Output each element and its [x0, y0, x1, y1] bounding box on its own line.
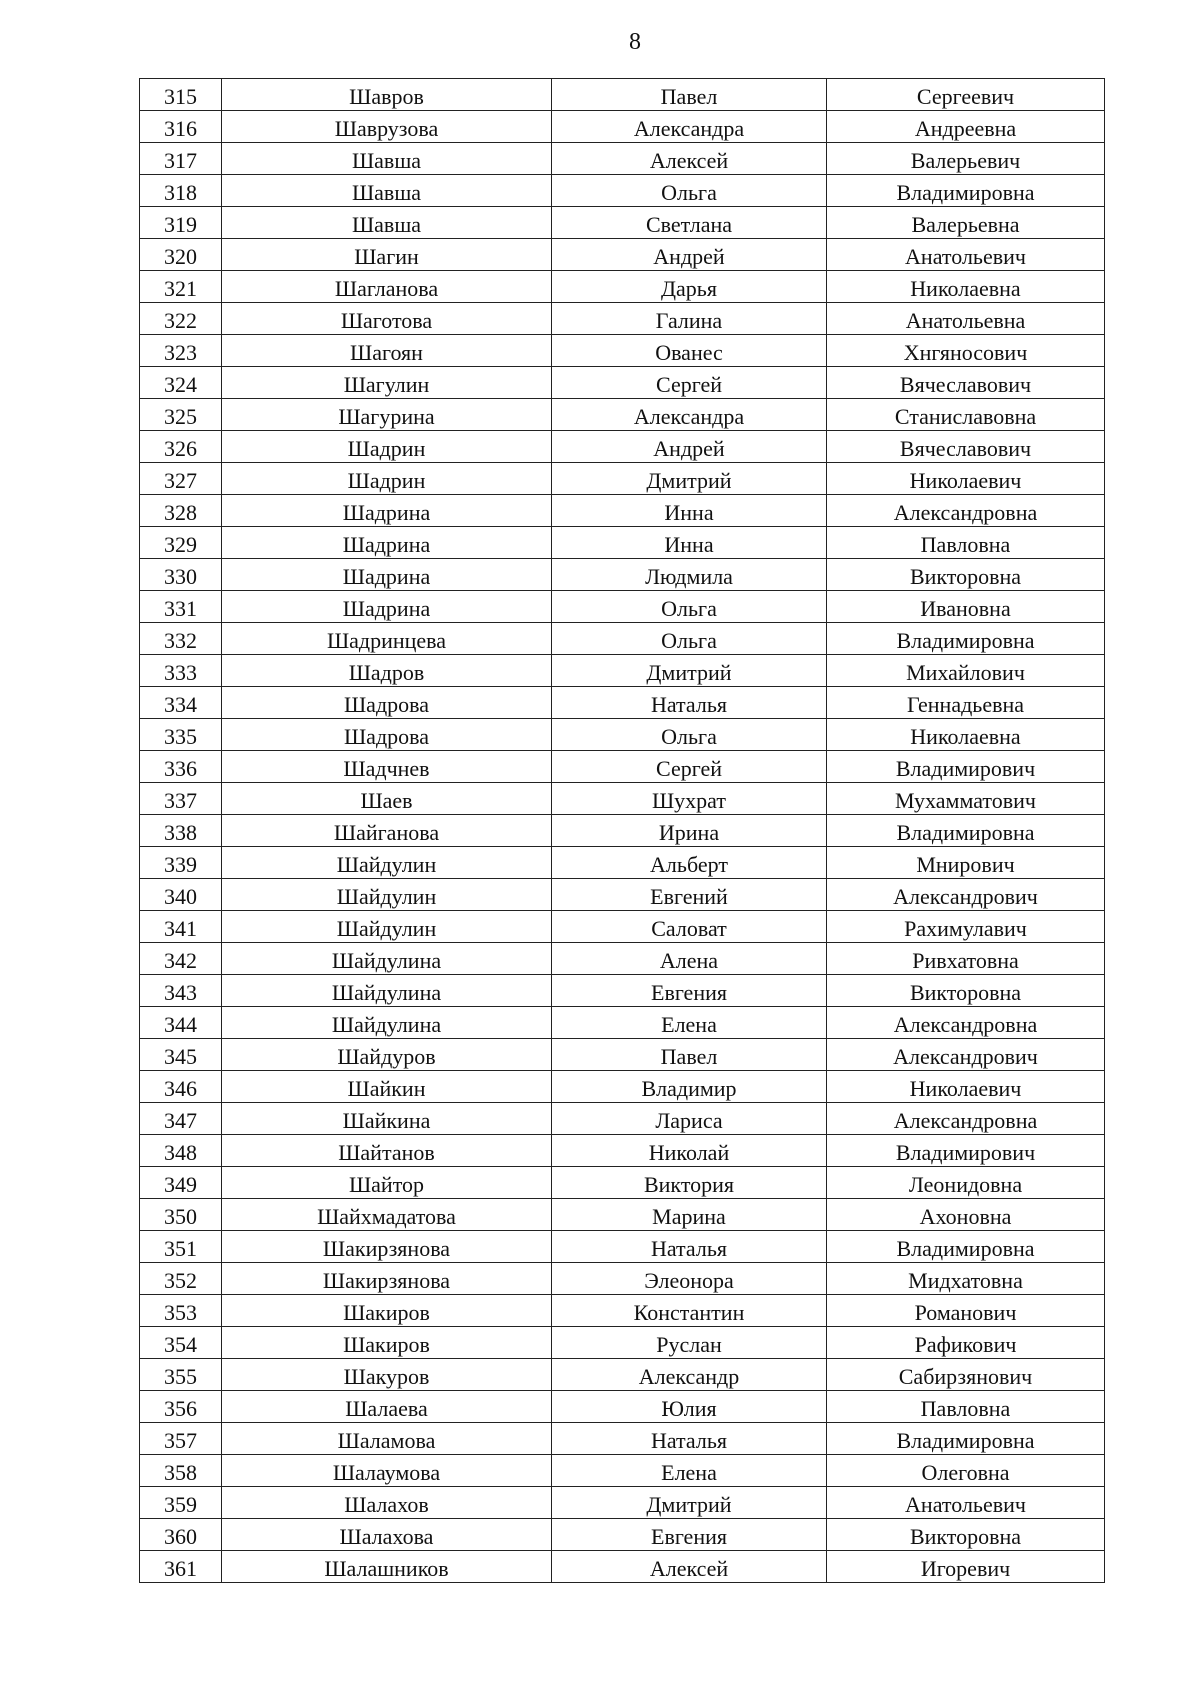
last-name-cell: Шалаева	[222, 1391, 552, 1423]
patronymic-cell: Мидхатовна	[827, 1263, 1105, 1295]
patronymic-cell: Александровна	[827, 1007, 1105, 1039]
last-name-cell: Шадров	[222, 655, 552, 687]
row-number-cell: 357	[140, 1423, 222, 1455]
first-name-cell: Дмитрий	[552, 463, 827, 495]
patronymic-cell: Мнирович	[827, 847, 1105, 879]
patronymic-cell: Павловна	[827, 1391, 1105, 1423]
patronymic-cell: Александрович	[827, 1039, 1105, 1071]
last-name-cell: Шалаумова	[222, 1455, 552, 1487]
first-name-cell: Павел	[552, 79, 827, 111]
table-row	[140, 1327, 1105, 1359]
first-name-cell: Алексей	[552, 143, 827, 175]
row-number-cell: 350	[140, 1199, 222, 1231]
last-name-cell: Шаврузова	[222, 111, 552, 143]
row-number-cell: 322	[140, 303, 222, 335]
first-name-cell: Евгения	[552, 1519, 827, 1551]
first-name-cell: Сергей	[552, 367, 827, 399]
first-name-cell: Наталья	[552, 687, 827, 719]
table-row	[140, 1295, 1105, 1327]
row-number-cell: 321	[140, 271, 222, 303]
table-row	[140, 943, 1105, 975]
table-body	[140, 79, 1105, 1583]
last-name-cell: Шайкин	[222, 1071, 552, 1103]
table-row	[140, 463, 1105, 495]
first-name-cell: Дмитрий	[552, 1487, 827, 1519]
table-row	[140, 207, 1105, 239]
patronymic-cell: Романович	[827, 1295, 1105, 1327]
patronymic-cell: Викторовна	[827, 1519, 1105, 1551]
table-row	[140, 1007, 1105, 1039]
first-name-cell: Ольга	[552, 719, 827, 751]
last-name-cell: Шакиров	[222, 1295, 552, 1327]
first-name-cell: Ольга	[552, 623, 827, 655]
first-name-cell: Галина	[552, 303, 827, 335]
patronymic-cell: Владимировна	[827, 1231, 1105, 1263]
last-name-cell: Шагулин	[222, 367, 552, 399]
last-name-cell: Шадрина	[222, 527, 552, 559]
last-name-cell: Шайдулина	[222, 975, 552, 1007]
row-number-cell: 315	[140, 79, 222, 111]
first-name-cell: Дарья	[552, 271, 827, 303]
row-number-cell: 343	[140, 975, 222, 1007]
row-number-cell: 333	[140, 655, 222, 687]
table-row	[140, 751, 1105, 783]
row-number-cell: 347	[140, 1103, 222, 1135]
last-name-cell: Шаев	[222, 783, 552, 815]
patronymic-cell: Андреевна	[827, 111, 1105, 143]
row-number-cell: 324	[140, 367, 222, 399]
last-name-cell: Шайтор	[222, 1167, 552, 1199]
patronymic-cell: Анатольевна	[827, 303, 1105, 335]
row-number-cell: 338	[140, 815, 222, 847]
last-name-cell: Шавров	[222, 79, 552, 111]
row-number-cell: 342	[140, 943, 222, 975]
row-number-cell: 337	[140, 783, 222, 815]
last-name-cell: Шалахова	[222, 1519, 552, 1551]
first-name-cell: Инна	[552, 527, 827, 559]
row-number-cell: 323	[140, 335, 222, 367]
table-row	[140, 1167, 1105, 1199]
patronymic-cell: Владимирович	[827, 1135, 1105, 1167]
patronymic-cell: Николаевич	[827, 1071, 1105, 1103]
patronymic-cell: Валерьевна	[827, 207, 1105, 239]
row-number-cell: 336	[140, 751, 222, 783]
table-row	[140, 1039, 1105, 1071]
patronymic-cell: Сабирзянович	[827, 1359, 1105, 1391]
table-row	[140, 623, 1105, 655]
last-name-cell: Шайдулин	[222, 911, 552, 943]
table-row	[140, 1487, 1105, 1519]
first-name-cell: Андрей	[552, 431, 827, 463]
last-name-cell: Шадрова	[222, 687, 552, 719]
first-name-cell: Ольга	[552, 175, 827, 207]
last-name-cell: Шайдулин	[222, 879, 552, 911]
table-row	[140, 655, 1105, 687]
last-name-cell: Шагин	[222, 239, 552, 271]
patronymic-cell: Николаевна	[827, 719, 1105, 751]
last-name-cell: Шайтанов	[222, 1135, 552, 1167]
row-number-cell: 325	[140, 399, 222, 431]
row-number-cell: 358	[140, 1455, 222, 1487]
row-number-cell: 345	[140, 1039, 222, 1071]
patronymic-cell: Валерьевич	[827, 143, 1105, 175]
last-name-cell: Шадрина	[222, 495, 552, 527]
table-row	[140, 1455, 1105, 1487]
first-name-cell: Константин	[552, 1295, 827, 1327]
patronymic-cell: Ивановна	[827, 591, 1105, 623]
first-name-cell: Елена	[552, 1007, 827, 1039]
first-name-cell: Елена	[552, 1455, 827, 1487]
patronymic-cell: Павловна	[827, 527, 1105, 559]
last-name-cell: Шайдуров	[222, 1039, 552, 1071]
row-number-cell: 361	[140, 1551, 222, 1583]
last-name-cell: Шавша	[222, 207, 552, 239]
last-name-cell: Шалашников	[222, 1551, 552, 1583]
last-name-cell: Шадрин	[222, 431, 552, 463]
first-name-cell: Николай	[552, 1135, 827, 1167]
first-name-cell: Евгений	[552, 879, 827, 911]
table-row	[140, 239, 1105, 271]
patronymic-cell: Леонидовна	[827, 1167, 1105, 1199]
first-name-cell: Владимир	[552, 1071, 827, 1103]
patronymic-cell: Рафикович	[827, 1327, 1105, 1359]
first-name-cell: Виктория	[552, 1167, 827, 1199]
last-name-cell: Шадчнев	[222, 751, 552, 783]
row-number-cell: 329	[140, 527, 222, 559]
table-row	[140, 719, 1105, 751]
row-number-cell: 330	[140, 559, 222, 591]
row-number-cell: 328	[140, 495, 222, 527]
table-row	[140, 1071, 1105, 1103]
last-name-cell: Шайкина	[222, 1103, 552, 1135]
first-name-cell: Наталья	[552, 1231, 827, 1263]
row-number-cell: 320	[140, 239, 222, 271]
first-name-cell: Шухрат	[552, 783, 827, 815]
patronymic-cell: Викторовна	[827, 975, 1105, 1007]
table-row	[140, 1423, 1105, 1455]
row-number-cell: 339	[140, 847, 222, 879]
first-name-cell: Светлана	[552, 207, 827, 239]
table-row	[140, 495, 1105, 527]
row-number-cell: 340	[140, 879, 222, 911]
table-row	[140, 271, 1105, 303]
row-number-cell: 326	[140, 431, 222, 463]
table-row	[140, 687, 1105, 719]
patronymic-cell: Александровна	[827, 495, 1105, 527]
row-number-cell: 354	[140, 1327, 222, 1359]
last-name-cell: Шадрова	[222, 719, 552, 751]
first-name-cell: Юлия	[552, 1391, 827, 1423]
table-row	[140, 367, 1105, 399]
row-number-cell: 356	[140, 1391, 222, 1423]
patronymic-cell: Сергеевич	[827, 79, 1105, 111]
row-number-cell: 335	[140, 719, 222, 751]
last-name-cell: Шадрина	[222, 559, 552, 591]
first-name-cell: Элеонора	[552, 1263, 827, 1295]
row-number-cell: 331	[140, 591, 222, 623]
last-name-cell: Шакирзянова	[222, 1263, 552, 1295]
patronymic-cell: Вячеславович	[827, 431, 1105, 463]
table-row	[140, 79, 1105, 111]
table-row	[140, 335, 1105, 367]
table-row	[140, 911, 1105, 943]
patronymic-cell: Хнгяносович	[827, 335, 1105, 367]
row-number-cell: 353	[140, 1295, 222, 1327]
first-name-cell: Ирина	[552, 815, 827, 847]
last-name-cell: Шайхмадатова	[222, 1199, 552, 1231]
table-row	[140, 879, 1105, 911]
row-number-cell: 346	[140, 1071, 222, 1103]
table-row	[140, 975, 1105, 1007]
table-row	[140, 783, 1105, 815]
last-name-cell: Шавша	[222, 143, 552, 175]
row-number-cell: 344	[140, 1007, 222, 1039]
first-name-cell: Александр	[552, 1359, 827, 1391]
first-name-cell: Людмила	[552, 559, 827, 591]
first-name-cell: Павел	[552, 1039, 827, 1071]
row-number-cell: 351	[140, 1231, 222, 1263]
table-row	[140, 303, 1105, 335]
row-number-cell: 360	[140, 1519, 222, 1551]
first-name-cell: Инна	[552, 495, 827, 527]
table-row	[140, 1135, 1105, 1167]
table-row	[140, 527, 1105, 559]
table-row	[140, 1103, 1105, 1135]
row-number-cell: 316	[140, 111, 222, 143]
first-name-cell: Наталья	[552, 1423, 827, 1455]
first-name-cell: Лариса	[552, 1103, 827, 1135]
patronymic-cell: Александровна	[827, 1103, 1105, 1135]
row-number-cell: 318	[140, 175, 222, 207]
patronymic-cell: Станиславовна	[827, 399, 1105, 431]
patronymic-cell: Владимировна	[827, 1423, 1105, 1455]
patronymic-cell: Мухамматович	[827, 783, 1105, 815]
row-number-cell: 319	[140, 207, 222, 239]
table-row	[140, 143, 1105, 175]
patronymic-cell: Михайлович	[827, 655, 1105, 687]
table-row	[140, 431, 1105, 463]
last-name-cell: Шайдулин	[222, 847, 552, 879]
last-name-cell: Шайганова	[222, 815, 552, 847]
row-number-cell: 348	[140, 1135, 222, 1167]
row-number-cell: 341	[140, 911, 222, 943]
table-row	[140, 1519, 1105, 1551]
last-name-cell: Шагурина	[222, 399, 552, 431]
row-number-cell: 317	[140, 143, 222, 175]
patronymic-cell: Владимировна	[827, 815, 1105, 847]
table-row	[140, 1231, 1105, 1263]
table-row	[140, 1263, 1105, 1295]
first-name-cell: Сергей	[552, 751, 827, 783]
patronymic-cell: Николаевна	[827, 271, 1105, 303]
patronymic-cell: Александрович	[827, 879, 1105, 911]
patronymic-cell: Геннадьевна	[827, 687, 1105, 719]
row-number-cell: 355	[140, 1359, 222, 1391]
table-row	[140, 1551, 1105, 1583]
patronymic-cell: Рахимулавич	[827, 911, 1105, 943]
last-name-cell: Шаламова	[222, 1423, 552, 1455]
first-name-cell: Евгения	[552, 975, 827, 1007]
first-name-cell: Александра	[552, 399, 827, 431]
first-name-cell: Александра	[552, 111, 827, 143]
page-number: 8	[629, 29, 641, 55]
first-name-cell: Марина	[552, 1199, 827, 1231]
first-name-cell: Саловат	[552, 911, 827, 943]
row-number-cell: 359	[140, 1487, 222, 1519]
table-row	[140, 175, 1105, 207]
row-number-cell: 332	[140, 623, 222, 655]
last-name-cell: Шагоян	[222, 335, 552, 367]
last-name-cell: Шадрин	[222, 463, 552, 495]
patronymic-cell: Игоревич	[827, 1551, 1105, 1583]
last-name-cell: Шаготова	[222, 303, 552, 335]
last-name-cell: Шакирзянова	[222, 1231, 552, 1263]
table-row	[140, 559, 1105, 591]
last-name-cell: Шалахов	[222, 1487, 552, 1519]
row-number-cell: 327	[140, 463, 222, 495]
last-name-cell: Шадрина	[222, 591, 552, 623]
table-row	[140, 815, 1105, 847]
first-name-cell: Андрей	[552, 239, 827, 271]
table-row	[140, 847, 1105, 879]
table-row	[140, 591, 1105, 623]
patronymic-cell: Олеговна	[827, 1455, 1105, 1487]
patronymic-cell: Вячеславович	[827, 367, 1105, 399]
first-name-cell: Алена	[552, 943, 827, 975]
patronymic-cell: Викторовна	[827, 559, 1105, 591]
first-name-cell: Альберт	[552, 847, 827, 879]
patronymic-cell: Николаевич	[827, 463, 1105, 495]
last-name-cell: Шакуров	[222, 1359, 552, 1391]
names-table	[139, 78, 1105, 1583]
table-row	[140, 1359, 1105, 1391]
last-name-cell: Шадринцева	[222, 623, 552, 655]
patronymic-cell: Анатольевич	[827, 1487, 1105, 1519]
first-name-cell: Ованес	[552, 335, 827, 367]
table-row	[140, 1199, 1105, 1231]
patronymic-cell: Владимировна	[827, 623, 1105, 655]
patronymic-cell: Анатольевич	[827, 239, 1105, 271]
table-row	[140, 1391, 1105, 1423]
first-name-cell: Дмитрий	[552, 655, 827, 687]
table-row	[140, 399, 1105, 431]
last-name-cell: Шакиров	[222, 1327, 552, 1359]
first-name-cell: Алексей	[552, 1551, 827, 1583]
last-name-cell: Шайдулина	[222, 1007, 552, 1039]
last-name-cell: Шавша	[222, 175, 552, 207]
patronymic-cell: Владимирович	[827, 751, 1105, 783]
row-number-cell: 349	[140, 1167, 222, 1199]
last-name-cell: Шагланова	[222, 271, 552, 303]
last-name-cell: Шайдулина	[222, 943, 552, 975]
first-name-cell: Руслан	[552, 1327, 827, 1359]
patronymic-cell: Ривхатовна	[827, 943, 1105, 975]
first-name-cell: Ольга	[552, 591, 827, 623]
table-row	[140, 111, 1105, 143]
row-number-cell: 352	[140, 1263, 222, 1295]
patronymic-cell: Владимировна	[827, 175, 1105, 207]
row-number-cell: 334	[140, 687, 222, 719]
patronymic-cell: Ахоновна	[827, 1199, 1105, 1231]
